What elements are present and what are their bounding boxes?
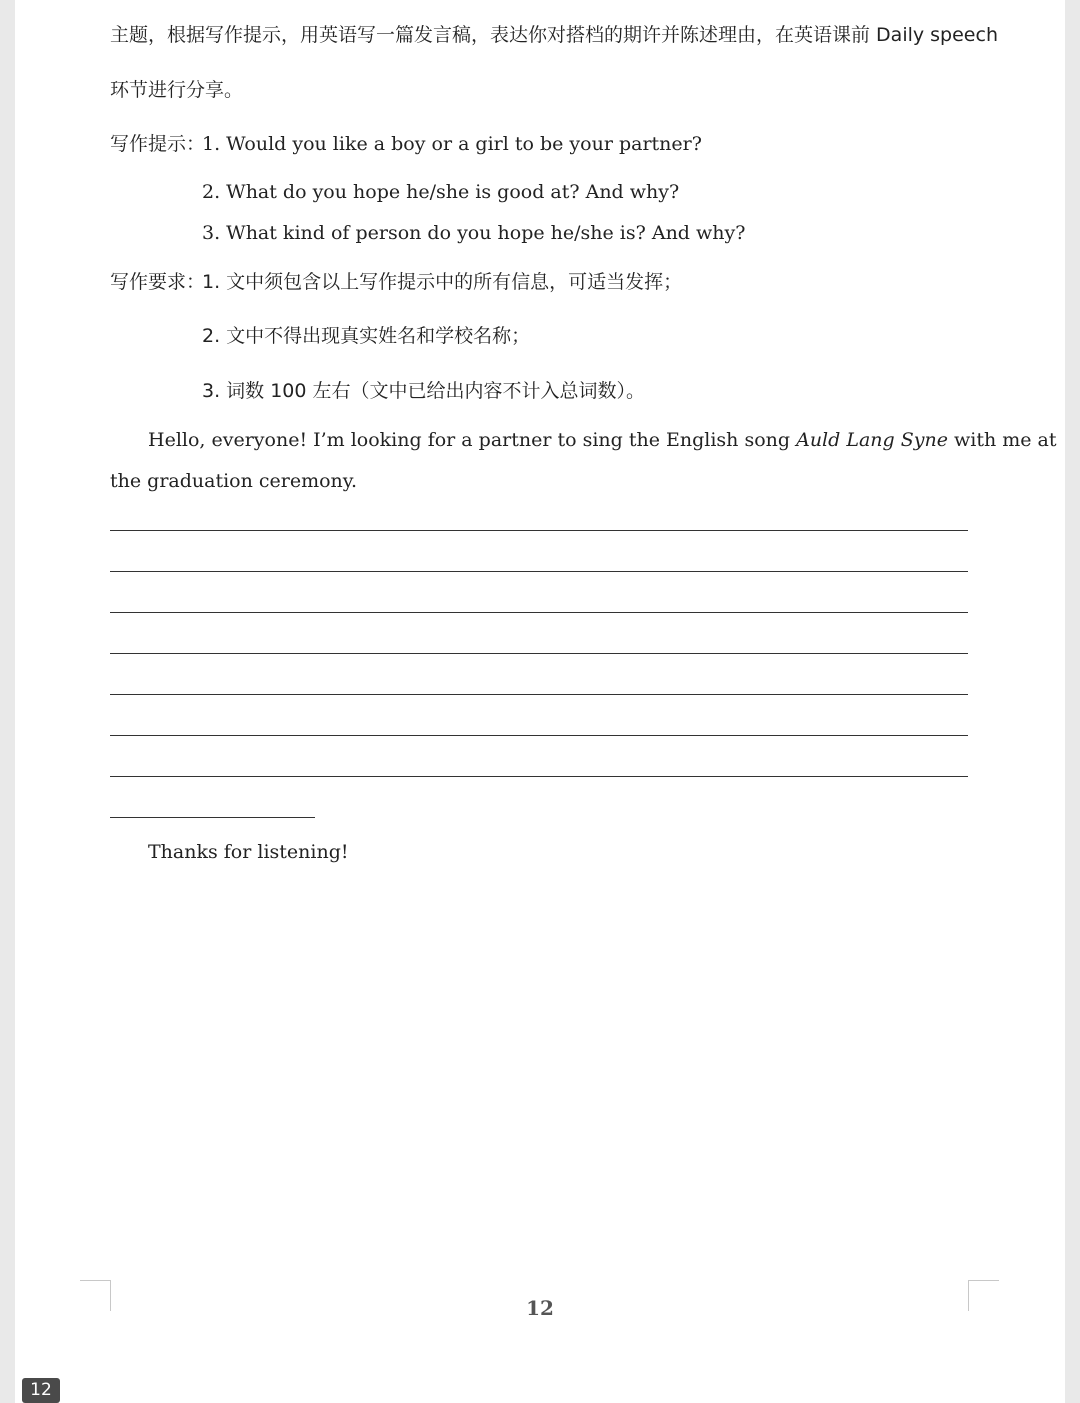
answer-line-8[interactable] (110, 817, 315, 818)
answer-line-1[interactable] (110, 530, 968, 531)
essay-opening-part2: with me at (947, 429, 1057, 451)
answer-line-5[interactable] (110, 694, 968, 695)
song-title: Auld Lang Syne (796, 429, 948, 451)
requirement-item-1: 1. 文中须包含以上写作提示中的所有信息，可适当发挥； (202, 271, 683, 293)
essay-opening-line-1 (148, 427, 1057, 453)
document-page (15, 0, 1065, 1403)
prompts-label: 写作提示： (110, 133, 206, 155)
prompt-item-1: 1. Would you like a boy or a girl to be your partner? (202, 133, 702, 155)
answer-line-7[interactable] (110, 776, 968, 777)
answer-line-2[interactable] (110, 571, 968, 572)
essay-closing: Thanks for listening! (148, 841, 349, 863)
answer-line-3[interactable] (110, 612, 968, 613)
page-indicator-badge[interactable]: 12 (22, 1378, 60, 1403)
requirement-item-2: 2. 文中不得出现真实姓名和学校名称； (202, 325, 531, 347)
essay-opening-line-2: the graduation ceremony. (110, 470, 358, 492)
prompt-item-2: 2. What do you hope he/she is good at? And why? (202, 181, 680, 203)
essay-opening-part1: Hello, everyone! I’m looking for a partner to sing the English song (148, 429, 797, 451)
answer-line-6[interactable] (110, 735, 968, 736)
prompt-item-3: 3. What kind of person do you hope he/she is? And why? (202, 222, 746, 244)
answer-line-4[interactable] (110, 653, 968, 654)
requirement-item-3: 3. 词数 100 左右（文中已给出内容不计入总词数）。 (202, 380, 646, 402)
intro-line-1: 主题，根据写作提示，用英语写一篇发言稿，表达你对搭档的期许并陈述理由，在英语课前 Daily speech (110, 24, 998, 46)
page-number: 12 (526, 1296, 554, 1320)
requirements-label: 写作要求： (110, 271, 206, 293)
intro-line-2: 环节进行分享。 (110, 79, 244, 101)
